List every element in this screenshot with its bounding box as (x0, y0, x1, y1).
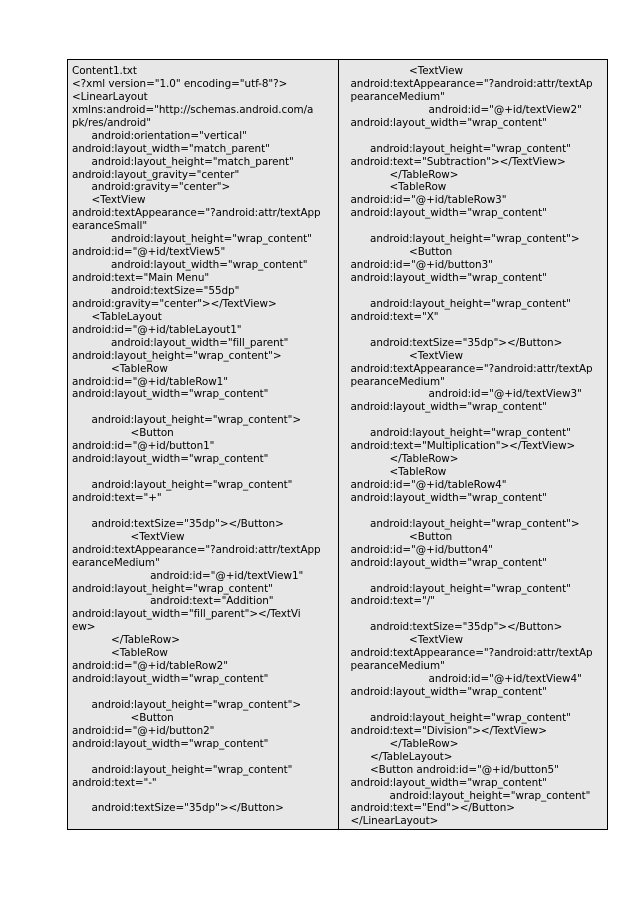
right-code-column (339, 60, 607, 829)
code-line: android:id="@+id/button3" (350, 259, 493, 272)
code-line: <LinearLayout (72, 90, 148, 103)
code-line: <Button (72, 427, 174, 440)
code-line: <TableRow (350, 466, 447, 479)
code-line: <TableLayout (72, 310, 162, 323)
code-line: Content1.txt (72, 65, 137, 77)
code-line: xmlns:android="http://schemas.android.com/a (72, 103, 314, 116)
code-line: pearanceMedium" (350, 660, 445, 673)
code-line: android:layout_width="fill_parent" (72, 336, 289, 349)
code-line (350, 130, 603, 143)
code-line: android:layout_width="fill_parent"></TextVi (72, 608, 301, 621)
code-line: android:layout_height="wrap_content"> (72, 414, 302, 427)
code-line: android:layout_width="wrap_content" (72, 737, 269, 750)
code-line: <Button (72, 711, 174, 724)
code-line: android:text="/" (350, 595, 435, 608)
code-line (350, 570, 603, 583)
code-line: <Button android:id="@+id/button5" (350, 763, 559, 776)
code-line (350, 414, 603, 427)
code-line: android:layout_height="wrap_content"> (72, 349, 282, 362)
code-line: earanceMedium" (72, 556, 160, 569)
code-line: android:layout_height="wrap_content" (350, 297, 571, 310)
code-line (350, 505, 603, 518)
code-line (350, 608, 603, 621)
code-line (72, 401, 334, 414)
code-line: android:layout_height="wrap_content" (72, 582, 273, 595)
code-line: pearanceMedium" (350, 90, 445, 103)
code-line: android:id="@+id/tableRow3" (350, 194, 507, 207)
code-line: android:id="@+id/button1" (72, 440, 215, 453)
code-line: <TableRow (72, 647, 168, 660)
code-line: <TextView (350, 65, 463, 77)
code-line: android:id="@+id/tableRow1" (72, 375, 228, 388)
code-line (72, 790, 334, 803)
code-line: <TableRow (350, 181, 447, 194)
code-line: android:textAppearance="?android:attr/textApp (72, 207, 321, 220)
code-line (72, 466, 334, 479)
code-line: android:text="Main Menu" (72, 272, 210, 284)
code-line: pk/res/android" (72, 116, 151, 129)
code-line: android:textAppearance="?android:attr/textAp (350, 647, 593, 660)
code-line: <TextView (350, 634, 463, 647)
code-line: android:layout_width="wrap_content" (350, 207, 547, 220)
code-line: </TableRow> (72, 634, 180, 647)
code-line: pearanceMedium" (350, 375, 445, 388)
code-line: android:layout_height="wrap_content" (350, 711, 571, 724)
code-line: android:id="@+id/tableRow2" (72, 660, 228, 673)
code-line: android:layout_width="wrap_content" (350, 272, 547, 284)
code-line: <TextView (350, 349, 463, 362)
code-line: android:layout_width="match_parent" (72, 142, 270, 155)
code-line: android:text="Subtraction"></TextView> (350, 155, 566, 168)
code-line: android:gravity="center"></TextView> (72, 297, 277, 310)
code-line: android:id="@+id/button2" (72, 724, 215, 737)
code-line: android:layout_width="wrap_content" (350, 686, 547, 698)
code-line (72, 751, 334, 764)
code-line: android:layout_width="wrap_content" (72, 453, 269, 466)
code-line (350, 324, 603, 337)
code-line: android:id="@+id/tableRow4" (350, 479, 507, 491)
code-line: android:text="-" (72, 776, 157, 789)
code-line: android:orientation="vertical" (72, 129, 247, 142)
code-line: android:layout_width="wrap_content" (350, 491, 547, 504)
code-line: android:text="+" (72, 491, 162, 504)
code-line: android:textSize="35dp"></Button> (72, 517, 284, 530)
code-line: ew> (72, 621, 96, 634)
code-line: android:layout_height="wrap_content" (350, 142, 571, 155)
code-line (72, 686, 334, 699)
code-line: </TableRow> (350, 453, 459, 466)
code-line: android:layout_width="wrap_content" (72, 673, 269, 686)
code-line: android:text="Division"></TextView> (350, 724, 547, 737)
code-line: android:layout_height="wrap_content" (350, 582, 571, 595)
code-line: android:layout_height="wrap_content"> (350, 517, 580, 530)
code-line (72, 505, 334, 518)
code-line: <TextView (72, 530, 185, 543)
code-line: <Button (350, 246, 453, 259)
code-line: android:id="@+id/textView1" (72, 569, 304, 582)
code-line: android:textSize="55dp" (72, 284, 240, 297)
code-line: </TableRow> (350, 168, 459, 181)
code-line: android:id="@+id/textView3" (350, 388, 582, 401)
code-line: android:layout_width="wrap_content" (72, 259, 308, 272)
code-line: android:layout_width="wrap_content" (350, 116, 547, 129)
code-line: android:textAppearance="?android:attr/textApp (72, 543, 321, 556)
code-line: android:textSize="35dp"></Button> (72, 802, 284, 815)
left-code-column (68, 60, 339, 829)
code-line: android:layout_height="wrap_content"> (72, 698, 302, 711)
code-line: android:textSize="35dp"></Button> (350, 336, 563, 349)
code-line: android:textAppearance="?android:attr/textAp (350, 77, 593, 90)
code-line: android:id="@+id/textView5" (72, 246, 226, 259)
code-line: android:layout_height="wrap_content" (72, 479, 293, 491)
code-line: android:layout_height="wrap_content"> (350, 233, 580, 246)
code-line: android:gravity="center"> (72, 181, 231, 194)
code-line: android:layout_height="wrap_content" (72, 763, 293, 776)
code-line: android:id="@+id/textView4" (350, 673, 582, 686)
code-line: android:layout_gravity="center" (72, 168, 240, 181)
code-line (350, 699, 603, 712)
code-line: android:layout_width="wrap_content" (350, 556, 547, 569)
code-line: android:layout_width="wrap_content" (350, 401, 547, 414)
code-line: android:text="X" (350, 310, 439, 323)
code-line: android:text="Addition" (72, 595, 274, 608)
code-line: <TextView (72, 194, 146, 207)
code-line (350, 220, 603, 233)
code-line: <?xml version="1.0" encoding="utf-8"?> (72, 77, 288, 90)
code-line: android:layout_width="wrap_content" (72, 388, 269, 401)
code-line: <Button (350, 530, 453, 543)
code-line: android:textAppearance="?android:attr/textAp (350, 362, 593, 375)
code-line: </TableLayout> (350, 750, 453, 763)
code-line: </TableRow> (350, 737, 459, 750)
code-line: <TableRow (72, 362, 168, 375)
code-line: </LinearLayout> (350, 815, 439, 828)
code-line (350, 285, 603, 298)
code-line: android:text="Multiplication"></TextView> (350, 440, 576, 453)
code-line: android:id="@+id/button4" (350, 543, 493, 556)
code-line: android:layout_height="wrap_content" (350, 427, 571, 440)
code-line: android:layout_width="wrap_content" (350, 776, 547, 789)
code-line: earanceSmall" (72, 220, 148, 233)
code-line: android:text="End"></Button> (350, 802, 515, 815)
code-line: android:layout_height="wrap_content" (350, 789, 591, 802)
code-line: android:textSize="35dp"></Button> (350, 621, 563, 634)
code-line: android:id="@+id/textView2" (350, 103, 582, 116)
code-line: android:layout_height="match_parent" (72, 155, 294, 168)
code-line: android:id="@+id/tableLayout1" (72, 323, 242, 336)
code-listing-table (67, 59, 608, 830)
code-line: android:layout_height="wrap_content" (72, 233, 312, 246)
